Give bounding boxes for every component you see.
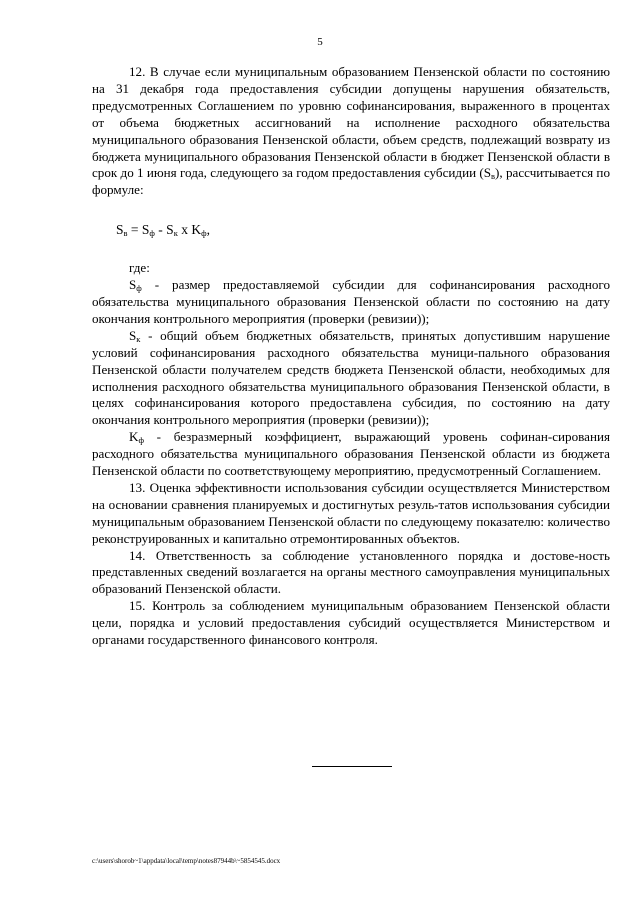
definition-kf-sub: ф xyxy=(138,435,144,446)
paragraph-12-subscript: в xyxy=(491,171,496,182)
formula-s1: S xyxy=(116,222,124,238)
paragraph-12-tail: ), рассчитывается по формуле: xyxy=(92,165,610,198)
document-body xyxy=(92,64,610,649)
definition-kf xyxy=(92,429,610,480)
definition-sk xyxy=(92,328,610,429)
separator-line xyxy=(312,766,392,767)
paragraph-13: 13. Оценка эффективности использования субсидии осуществляется Министерством на основании сравнения планируемых и достигнутых резуль-татов использования субсидии муниципальным образованием Пензенской области по следующему показателю: количество реконструированных и капитально отремонтированных объектов. xyxy=(92,479,610,546)
definition-kf-text: - безразмерный коэффициент, выражающий уровень софинан-сирования расходного обязательства муниципального образования Пензенской области из бюджета Пензенской области по соответствующему мероприятию, предусмотренный Соглашением. xyxy=(92,429,610,479)
definition-sk-sub: к xyxy=(136,333,141,344)
formula-eq: = S xyxy=(127,222,150,238)
formula-minus: - S xyxy=(154,222,174,238)
paragraph-14: 14. Ответственность за соблюдение установленного порядка и достове-ность представленных сведений возлагается на органы местного самоуправления муниципальных образований Пензенской области. xyxy=(92,547,610,597)
definition-sf xyxy=(92,277,610,328)
formula-s2-sub: ф xyxy=(149,228,155,239)
definition-sk-symbol: S xyxy=(129,327,137,343)
definition-sf-symbol: S xyxy=(129,277,137,293)
paragraph-12-text: 12. В случае если муниципальным образованием Пензенской области по состоянию на 31 декабря года предоставления субсидии допущены нарушения обязательств, предусмотренных Соглашением по уровню софинансирования, выраженного в процентах от объема бюджетных ассигнований на исполнение расходного обязательства муниципального образования Пензенской области, объем средств, подлежащий возврату из бюджета муниципального образования Пензенской области в бюджет Пензенской области в срок до 1 июня года, следующего за годом предоставления субсидии (S xyxy=(92,64,610,181)
formula xyxy=(92,222,610,239)
formula-end: , xyxy=(206,222,210,238)
definition-sf-text: - размер предоставляемой субсидии для софинансирования расходного обязательства муниципального образования Пензенской области по состоянию на дату окончания контрольного мероприятия (проверки (ревизии)); xyxy=(92,277,610,326)
where-label: где: xyxy=(129,260,150,276)
paragraph-15: 15. Контроль за соблюдением муниципальным образованием Пензенской области цели, порядка и условий предоставления субсидий осуществляется Министерством и органами государственного финансового контроля. xyxy=(92,598,610,648)
footer-file-path: c:\users\shorob~1\appdata\local\temp\notes87944b\~5854545.docx xyxy=(92,857,281,865)
formula-s3-sub: к xyxy=(173,228,178,239)
definition-kf-symbol: K xyxy=(129,429,139,445)
formula-s4-sub: ф xyxy=(201,228,207,239)
page-number: 5 xyxy=(317,36,323,48)
formula-x: x K xyxy=(177,222,202,238)
formula-s1-sub: в xyxy=(123,228,128,239)
definition-sf-sub: ф xyxy=(136,283,142,294)
definition-sk-text: - общий объем бюджетных обязательств, принятых допустившим нарушение условий софинансирования расходного обязательства муници-пального образования Пензенской области получателем средств бюджета Пензенской области, необходимых для исполнения расходного обязательства муниципального образования Пензенской области, в целях софинансирования которого предоставлена субсидия, по состоянию на дату окончания контрольного мероприятия (проверки (ревизии)); xyxy=(92,327,610,428)
paragraph-12 xyxy=(92,64,610,199)
